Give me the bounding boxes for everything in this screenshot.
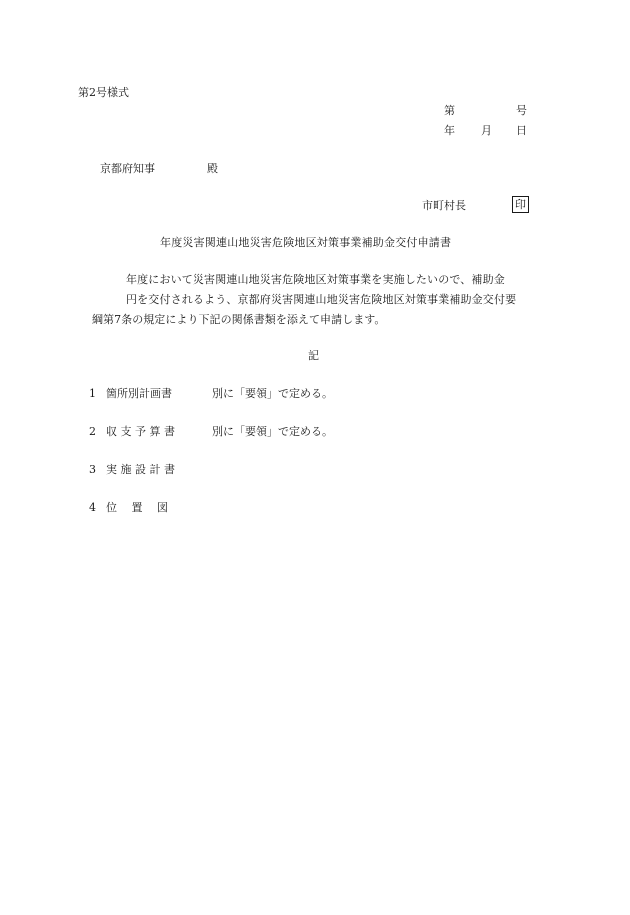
list-item-note: 別に「要領」で定める。 (212, 387, 333, 400)
addressee-honorific: 殿 (207, 162, 218, 175)
document-number-suffix: 号 (516, 104, 527, 117)
body-text-line-3: 綱第7条の規定により下記の関係書類を添えて申請します。 (92, 313, 386, 326)
list-item-number: 1 (89, 387, 96, 400)
applicant-title: 市町村長 (422, 199, 466, 212)
list-item-name: 位 置 図 (106, 501, 168, 514)
list-item-number: 3 (89, 463, 96, 476)
date-day-label: 日 (516, 124, 527, 137)
list-item-name: 収 支 予 算 書 (106, 425, 175, 438)
document-title: 年度災害関連山地災害危険地区対策事業補助金交付申請書 (160, 236, 452, 249)
body-text-line-2: 円を交付されるよう、京都府災害関連山地災害危険地区対策事業補助金交付要 (126, 293, 517, 306)
list-item-name: 実 施 設 計 書 (106, 463, 175, 476)
list-item-note: 別に「要領」で定める。 (212, 425, 333, 438)
form-number: 第2号様式 (78, 86, 129, 99)
ki-heading: 記 (308, 349, 319, 362)
list-item-name: 箇所別計画書 (106, 387, 172, 400)
list-item-number: 2 (89, 425, 96, 438)
seal-box: 印 (512, 196, 529, 213)
addressee-name: 京都府知事 (100, 162, 155, 175)
list-item-number: 4 (89, 501, 96, 514)
date-year-label: 年 (444, 124, 455, 137)
document-number-prefix: 第 (444, 104, 455, 117)
body-text-line-1: 年度において災害関連山地災害危険地区対策事業を実施したいので、補助金 (126, 273, 505, 286)
date-month-label: 月 (481, 124, 492, 137)
